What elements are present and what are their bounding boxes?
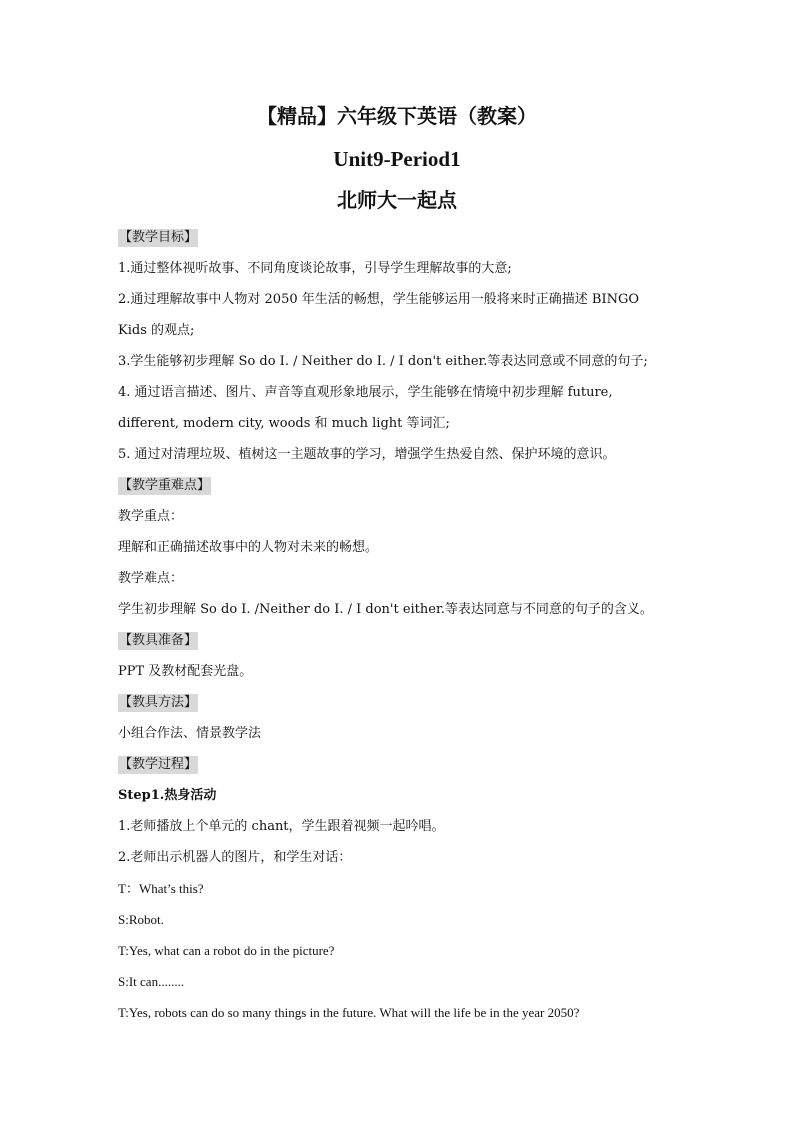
section-heading-process: 【教学过程】: [119, 757, 198, 772]
process-item-2: 2.老师出示机器人的图片，和学生对话：: [118, 850, 352, 865]
goal-item-3: 3.学生能够初步理解 So do I. / Neither do I. / I don't either.等表达同意或不同意的句子;: [118, 354, 648, 369]
goal-item-5: 5. 通过对清理垃圾、植树这一主题故事的学习，增强学生热爱自然、保护环境的意识。: [118, 447, 616, 462]
document-body: [118, 226, 678, 1032]
section-heading-materials: 【教具准备】: [119, 633, 198, 648]
goal-item-4-continued: different, modern city, woods 和 much light 等词汇;: [118, 416, 450, 431]
section-key-points: [118, 474, 678, 505]
unit-title: Unit9-Period1: [333, 147, 461, 171]
section-materials: [118, 629, 678, 660]
focus-text: 理解和正确描述故事中的人物对未来的畅想。: [118, 540, 379, 555]
process-item-1: 1.老师播放上个单元的 chant，学生跟着视频一起吟唱。: [118, 819, 445, 834]
goal-item-2: 2.通过理解故事中人物对 2050 年生活的畅想，学生能够运用一般将来时正确描述 BINGO: [118, 292, 639, 307]
dialogue-line-5: T:Yes, robots can do so many things in the future. What will the life be in the year 2050?: [118, 1005, 580, 1020]
section-goals: [118, 226, 678, 257]
section-process: [118, 753, 678, 784]
difficulty-text: 学生初步理解 So do I. /Neither do I. / I don't either.等表达同意与不同意的句子的含义。: [118, 602, 653, 617]
dialogue-line-1: T：What’s this?: [118, 881, 204, 896]
dialogue-line-2: S:Robot.: [118, 912, 164, 927]
step1-title: Step1.热身活动: [118, 788, 217, 803]
materials-text: PPT 及教材配套光盘。: [118, 664, 253, 679]
goal-item-2-continued: Kids 的观点;: [118, 323, 195, 338]
section-heading-goals: 【教学目标】: [119, 230, 198, 245]
document-title: 【精品】六年级下英语（教案）: [257, 104, 537, 128]
methods-text: 小组合作法、情景教学法: [118, 726, 262, 741]
dialogue-line-3: T:Yes, what can a robot do in the picture?: [118, 943, 335, 958]
dialogue-line-4: S:It can........: [118, 974, 185, 989]
goal-item-4: 4. 通过语言描述、图片、声音等直观形象地展示，学生能够在情境中初步理解 future,: [118, 385, 613, 400]
focus-label: 教学重点：: [118, 509, 184, 524]
section-heading-methods: 【教具方法】: [119, 695, 198, 710]
section-heading-key-points: 【教学重难点】: [119, 478, 211, 493]
difficulty-label: 教学难点：: [118, 571, 184, 586]
publisher-title: 北师大一起点: [337, 188, 457, 212]
goal-item-1: 1.通过整体视听故事、不同角度谈论故事，引导学生理解故事的大意;: [118, 261, 512, 276]
section-methods: [118, 691, 678, 722]
